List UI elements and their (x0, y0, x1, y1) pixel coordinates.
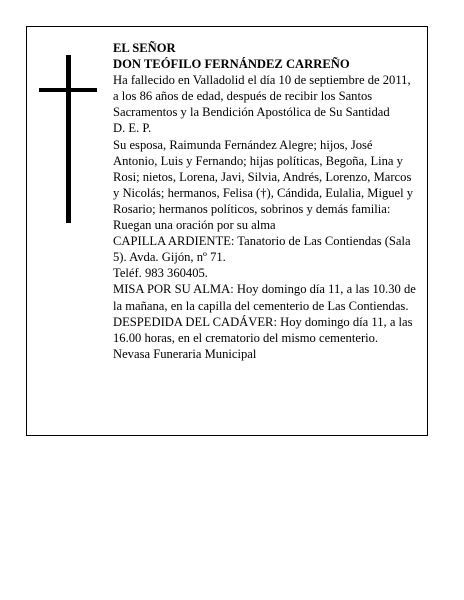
funeral-home: Nevasa Funeraria Municipal (113, 346, 257, 361)
obituary-title: EL SEÑOR (113, 41, 176, 55)
cross-horizontal-bar (39, 88, 97, 92)
cross-icon (39, 55, 97, 223)
obituary-text (113, 40, 419, 362)
prayer-request: Ruegan una oración por su alma (113, 218, 276, 233)
mass-info: MISA POR SU ALMA: Hoy domingo día 11, a las 10.30 de la mañana, en la capilla del cementerio de Las Contiendas. (113, 282, 416, 313)
phone-number: Teléf. 983 360405. (113, 266, 208, 281)
obituary-notice (26, 26, 428, 436)
deceased-name: DON TEÓFILO FERNÁNDEZ CARREÑO (113, 57, 350, 72)
chapel-info: CAPILLA ARDIENTE: Tanatorio de Las Contiendas (Sala 5). Avda. Gijón, nº 71. (113, 234, 411, 265)
cross-vertical-bar (66, 55, 71, 223)
death-announcement: Ha fallecido en Valladolid el día 10 de septiembre de 2011, a los 86 años de edad, después de recibir los Santos Sacramentos y la Bendición Apostólica de Su Santidad (113, 73, 411, 120)
farewell-info: DESPEDIDA DEL CADÁVER: Hoy domingo día 11, a las 16.00 horas, en el crematorio del mismo cementerio. (113, 314, 413, 345)
rest-in-peace: D. E. P. (113, 121, 152, 136)
family-list: Su esposa, Raimunda Fernández Alegre; hijos, José Antonio, Luis y Fernando; hijas políticas, Begoña, Lina y Rosi; nietos, Lorena, Javi, Silvia, Andrés, Lorenzo, Marcos y Nicolás; hermanos, Felisa (†), Cándida, Eulalia, Miguel y Rosario; hermanos políticos, sobrinos y demás familia: (113, 137, 414, 216)
